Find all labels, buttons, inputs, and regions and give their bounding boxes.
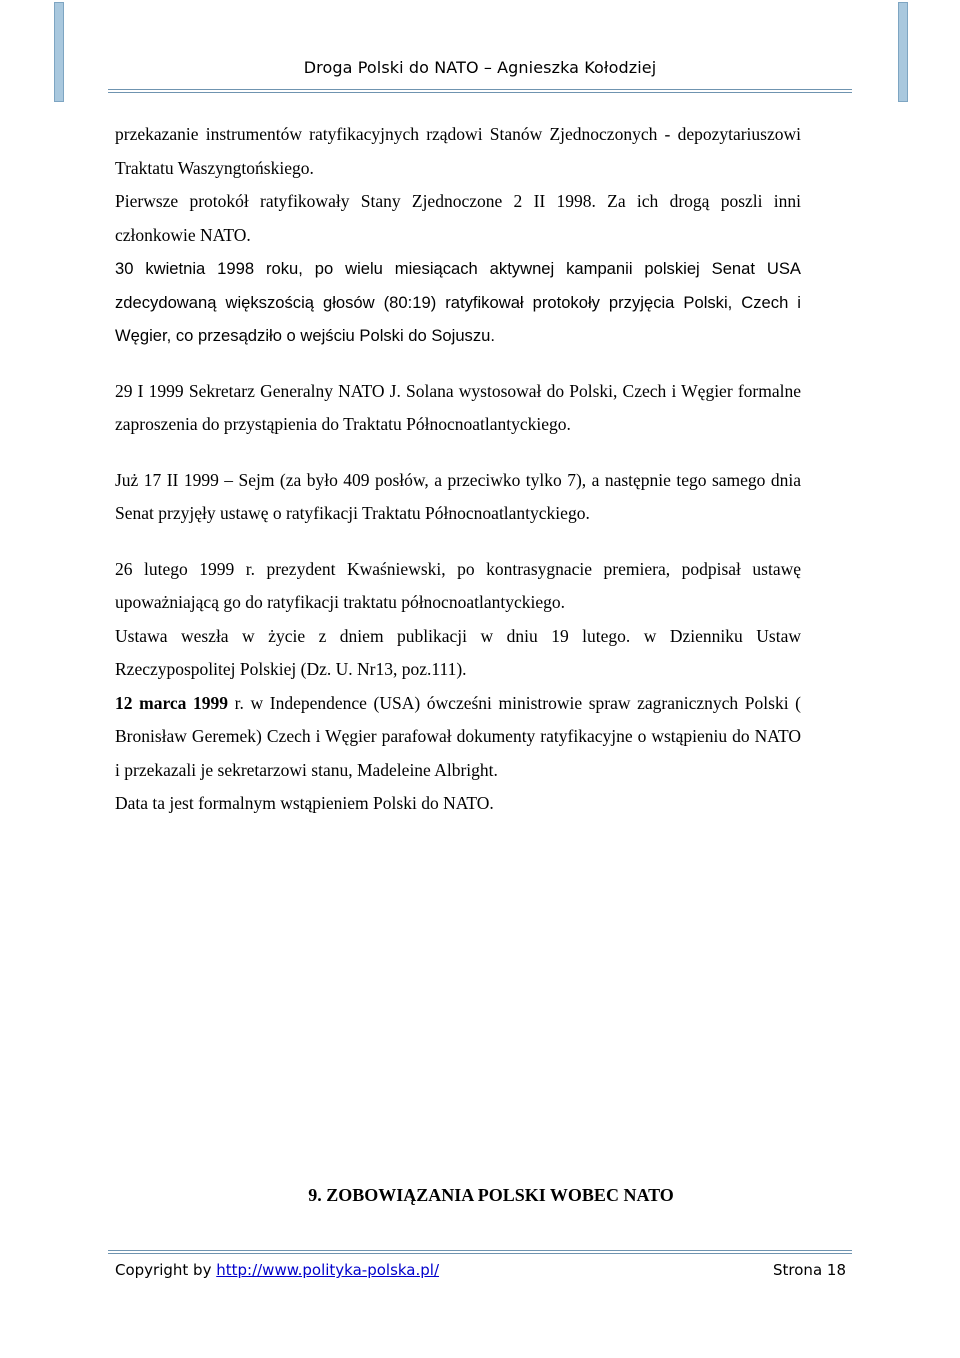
paragraph-ratification-transfer: przekazanie instrumentów ratyfikacyjnych rządowi Stanów Zjednoczonych - depozytariuszowi Traktatu Waszyngtońskiego. bbox=[115, 124, 801, 178]
footer bbox=[115, 1261, 846, 1279]
paragraph-formal-accession: Data ta jest formalnym wstąpieniem Polski do NATO. bbox=[115, 793, 494, 813]
footer-divider bbox=[108, 1250, 852, 1254]
paragraph-sejm-vote: Już 17 II 1999 – Sejm (za było 409 posłów, a przeciwko tylko 7), a następnie tego samego dnia Senat przyjęły ustawę o ratyfikacji Traktatu Północnoatlantyckiego. bbox=[115, 469, 801, 523]
header-divider bbox=[108, 89, 852, 93]
date-bold: 12 marca 1999 bbox=[115, 692, 229, 713]
paragraph-law-effective: Ustawa weszła w życie z dniem publikacji w dniu 19 lutego. w Dzienniku Ustaw Rzeczypospolitej Polskiej (Dz. U. Nr13, poz.111). bbox=[115, 625, 801, 679]
header-decoration-right bbox=[898, 2, 908, 102]
paragraph-independence bbox=[115, 687, 801, 788]
page-number: Strona 18 bbox=[773, 1261, 846, 1279]
document-body bbox=[115, 118, 801, 821]
paragraph-solana-invitation: 29 I 1999 Sekretarz Generalny NATO J. Solana wystosował do Polski, Czech i Węgier formalne zaproszenia do przystąpienia do Traktatu Północnoatlantyckiego. bbox=[115, 380, 801, 434]
header-title: Droga Polski do NATO – Agnieszka Kołodziej bbox=[303, 58, 657, 77]
paragraph-us-senate: 30 kwietnia 1998 roku, po wielu miesiącach aktywnej kampanii polskiej Senat USA zdecydowaną większością głosów (80:19) ratyfikował protokoły przyjęcia Polski, Czech i Węgier, co przesądziło o wejściu Polski do Sojuszu. bbox=[115, 259, 801, 345]
copyright-label: Copyright by bbox=[115, 1261, 217, 1279]
footer-copyright bbox=[115, 1261, 439, 1279]
header-decoration-left bbox=[54, 2, 64, 102]
website-link[interactable]: http://www.polityka-polska.pl/ bbox=[216, 1261, 440, 1279]
section-heading: 9. ZOBOWIĄZANIA POLSKI WOBEC NATO bbox=[308, 1185, 674, 1205]
paragraph-independence-text: r. w Independence (USA) ówcześni ministrowie spraw zagranicznych Polski ( Bronisław Geremek) Czech i Węgier parafował dokumenty ratyfikacyjne o wstąpieniu do NATO i przekazali je sekretarzowi stanu, Madeleine Albright. bbox=[115, 692, 802, 780]
paragraph-president-signature: 26 lutego 1999 r. prezydent Kwaśniewski, po kontrasygnacie premiera, podpisał ustawę upoważniającą go do ratyfikacji traktatu północnoatlantyckiego. bbox=[115, 558, 801, 612]
paragraph-first-ratification: Pierwsze protokół ratyfikowały Stany Zjednoczone 2 II 1998. Za ich drogą poszli inni członkowie NATO. bbox=[115, 191, 801, 245]
